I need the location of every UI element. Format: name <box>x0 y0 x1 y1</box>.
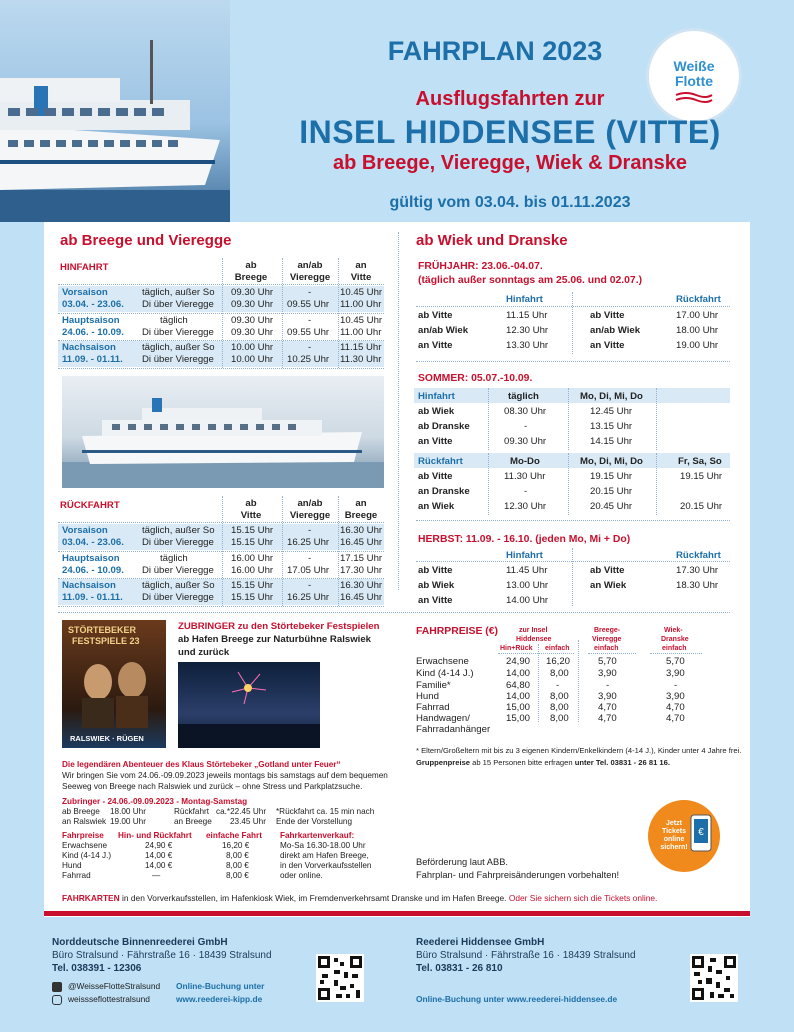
sommer-title: SOMMER: 05.07.-10.09. <box>418 373 533 384</box>
poster-subtitle: FESTSPIELE 23 <box>72 636 140 646</box>
season-dates: 03.04. - 23.06. <box>62 299 124 310</box>
page-subtitle: Ausflugsfahrten zur <box>415 88 605 110</box>
zub-prices-label: Fahrpreise <box>62 831 104 840</box>
time-cell: - <box>308 287 312 298</box>
facebook-handle[interactable]: @WeisseFlotteStralsund <box>68 981 161 991</box>
left-online-link[interactable]: www.reederei-kipp.de <box>176 994 263 1004</box>
left-online-label: Online-Buchung unter <box>176 981 265 991</box>
facebook-icon[interactable] <box>52 982 62 992</box>
instagram-handle[interactable]: weissseflottestralsund <box>68 994 150 1004</box>
time-cell: 09.30 Uhr <box>231 287 274 298</box>
badge-text: Jetzt Tickets online sichern! <box>660 820 688 851</box>
time-cell: 16.00 Uhr <box>231 565 274 576</box>
time-cell: 09.55 Uhr <box>287 327 330 338</box>
group-price-note: Gruppenpreise ab 15 Personen bitte erfragen unter Tel. 03831 - 26 81 16. <box>416 758 670 767</box>
zubringer-note: *Rückfahrt ca. 15 min nach Ende der Vorstellung <box>276 807 375 826</box>
row-note: täglich, außer So <box>142 287 215 298</box>
col-an-breege: an Breege <box>344 498 378 521</box>
col-ab-vitte: ab Vitte <box>240 498 262 521</box>
season-name: Vorsaison <box>62 525 108 536</box>
family-footnote: * Eltern/Großeltern mit bis zu 3 eigenen Kindern/Enkelkindern (4-14 J.), Kinder unter 4 Jahre frei. <box>416 746 742 755</box>
col-header-line2: Breege <box>234 272 268 283</box>
col-ab-breege <box>222 260 280 284</box>
time-cell: 10.45 Uhr <box>340 315 383 326</box>
main-destination-title: INSEL HIDDENSEE (VITTE) <box>299 114 721 150</box>
validity-period: gültig vom 03.04. bis 01.11.2023 <box>389 194 631 211</box>
rueckfahrt-label: RÜCKFAHRT <box>60 500 120 511</box>
abb-note: Beförderung laut ABB. <box>416 857 508 867</box>
svg-text:€: € <box>698 827 704 838</box>
time-cell: 15.15 Uhr <box>231 537 274 548</box>
season-dates: 24.06. - 10.09. <box>62 565 124 576</box>
time-cell: - <box>308 342 312 353</box>
column-divider <box>398 232 399 590</box>
fruehjahr-rueck-label: Rückfahrt <box>676 294 721 305</box>
season-dates: 11.09. - 01.11. <box>62 354 123 365</box>
time-cell: 09.30 Uhr <box>231 299 274 310</box>
ship-illustration <box>0 0 230 222</box>
sommer-hinfahrt-label: Hinfahrt <box>418 391 455 402</box>
herbst-rueck-label: Rückfahrt <box>676 550 721 561</box>
zubringer-heading: ZUBRINGER zu den Störtebeker Festspielen <box>178 621 380 632</box>
time-cell: 15.15 Uhr <box>231 525 274 536</box>
fruehjahr-title: FRÜHJAHR: 23.06.-04.07. <box>418 261 543 272</box>
season-dates: 11.09. - 01.11. <box>62 592 123 603</box>
row-note: täglich, außer So <box>142 580 215 591</box>
row-note: täglich, außer So <box>142 525 215 536</box>
season-name: Hauptsaison <box>62 315 120 326</box>
zubringer-heading-3: und zurück <box>178 647 230 658</box>
col-anab-vieregge: an/ab Vieregge <box>289 498 331 521</box>
ship-photo-top <box>0 0 230 222</box>
row-note: täglich <box>160 315 188 326</box>
time-cell: 16.45 Uhr <box>340 537 383 548</box>
time-cell: 15.15 Uhr <box>231 580 274 591</box>
red-divider <box>44 911 750 916</box>
herbst-hin-label: Hinfahrt <box>506 550 543 561</box>
smartphone-icon <box>690 814 712 854</box>
right-phone[interactable]: Tel. 03831 - 26 810 <box>416 963 503 974</box>
ship-photo-middle <box>62 376 384 488</box>
time-cell: 10.00 Uhr <box>231 354 274 365</box>
section-heading-wiek: ab Wiek und Dranske <box>416 232 568 249</box>
row-note: Di über Vieregge <box>142 299 214 310</box>
time-cell: 15.15 Uhr <box>231 592 274 603</box>
time-cell: 17.05 Uhr <box>287 565 330 576</box>
time-cell: 11.15 Uhr <box>340 342 382 353</box>
col-header-line1: ab <box>245 260 257 271</box>
time-cell: 10.25 Uhr <box>287 354 330 365</box>
time-cell: - <box>308 525 312 536</box>
time-cell: 17.15 Uhr <box>340 553 383 564</box>
online-tickets-badge[interactable] <box>648 800 720 872</box>
logo-text-line1: Weiße <box>673 58 715 74</box>
season-dates: 03.04. - 23.06. <box>62 537 124 548</box>
right-address: Büro Stralsund · Fährstraße 16 · 18439 Stralsund <box>416 950 636 961</box>
page-title: FAHRPLAN 2023 <box>387 36 603 66</box>
instagram-icon[interactable] <box>52 995 62 1005</box>
zubringer-heading-2: ab Hafen Breege zur Naturbühne Ralswiek <box>178 634 371 645</box>
row-note: Di über Vieregge <box>142 354 214 365</box>
row-note: täglich <box>160 553 188 564</box>
ticket-sales-title: Fahrkartenverkauf: <box>280 831 355 840</box>
info-text: Wir bringen Sie vom 24.06.-09.09.2023 jeweils montags bis samstags auf dem bequemen <box>62 771 388 780</box>
footer <box>0 920 794 1032</box>
fruehjahr-subtitle: (täglich außer sonntags am 25.06. und 02.07.) <box>418 275 643 286</box>
fruehjahr-hin-label: Hinfahrt <box>506 294 543 305</box>
hinfahrt-label: HINFAHRT <box>60 262 109 273</box>
time-cell: 16.00 Uhr <box>231 553 274 564</box>
time-cell: 17.30 Uhr <box>340 565 383 576</box>
sommer-rueckfahrt-label: Rückfahrt <box>418 456 463 467</box>
right-company: Reederei Hiddensee GmbH <box>416 937 545 948</box>
row-note: Di über Vieregge <box>142 592 214 603</box>
left-phone[interactable]: Tel. 038391 - 12306 <box>52 963 142 974</box>
header <box>0 0 794 222</box>
zubringer-title: Zubringer - 24.06.-09.09.2023 - Montag-Samstag <box>62 797 248 806</box>
col-an-vitte: an Vitte <box>350 260 372 283</box>
time-cell: 09.55 Uhr <box>287 299 330 310</box>
time-cell: 16.30 Uhr <box>340 580 383 591</box>
time-cell: - <box>308 553 312 564</box>
festival-poster <box>62 620 166 748</box>
season-dates: 24.06. - 10.09. <box>62 327 124 338</box>
time-cell: 09.30 Uhr <box>231 315 274 326</box>
tickets-line: FAHRKARTEN in den Vorverkaufsstellen, im Hafenkiosk Wiek, im Fremdenverkehrsamt Dranske und im Hafen Breege. Oder Sie sichern sich die Tickets online. <box>62 893 658 903</box>
poster-location: RALSWIEK · RÜGEN <box>70 734 144 743</box>
logo-text-line2: Flotte <box>674 73 714 89</box>
time-cell: 16.25 Uhr <box>287 537 330 548</box>
time-cell: 16.45 Uhr <box>340 592 383 603</box>
fireworks-illustration <box>178 662 320 748</box>
fp-col1-line1: zur Insel <box>519 627 548 634</box>
departure-ports: ab Breege, Vieregge, Wiek & Dranske <box>332 152 688 174</box>
row-note: Di über Vieregge <box>142 537 214 548</box>
time-cell: 09.30 Uhr <box>231 327 274 338</box>
section-heading-breege: ab Breege und Vieregge <box>60 232 232 249</box>
sommer-col-modo: Mo, Di, Mi, Do <box>580 391 643 402</box>
ship-illustration <box>62 376 384 488</box>
season-name: Hauptsaison <box>62 553 120 564</box>
legend-line: Die legendären Abenteuer des Klaus Störtebeker „Gotland unter Feuer“ <box>62 760 341 769</box>
time-cell: - <box>308 315 312 326</box>
time-cell: 16.25 Uhr <box>287 592 330 603</box>
qr-code-right[interactable] <box>690 954 738 1002</box>
season-name: Nachsaison <box>62 342 116 353</box>
time-cell: 16.30 Uhr <box>340 525 383 536</box>
left-address: Büro Stralsund · Fährstraße 16 · 18439 Stralsund <box>52 950 272 961</box>
right-online-link[interactable]: Online-Buchung unter www.reederei-hiddensee.de <box>416 994 618 1004</box>
left-company: Norddeutsche Binnenreederei GmbH <box>52 937 228 948</box>
qr-code-left[interactable] <box>316 954 364 1002</box>
changes-note: Fahrplan- und Fahrpreisänderungen vorbehalten! <box>416 870 620 880</box>
season-name: Vorsaison <box>62 287 108 298</box>
row-note: Di über Vieregge <box>142 565 214 576</box>
season-name: Nachsaison <box>62 580 116 591</box>
row-note: Di über Vieregge <box>142 327 214 338</box>
fahrpreise-title: FAHRPREISE (€) <box>416 626 498 637</box>
herbst-title: HERBST: 11.09. - 16.10. (jeden Mo, Mi + Do) <box>418 534 631 545</box>
time-cell: 11.30 Uhr <box>340 354 382 365</box>
fireworks-photo <box>178 662 320 748</box>
sommer-col-daily: täglich <box>508 391 539 402</box>
time-cell: 11.00 Uhr <box>340 327 382 338</box>
col-anab-vieregge: an/ab Vieregge <box>289 260 331 283</box>
time-cell: 11.00 Uhr <box>340 299 382 310</box>
poster-figures <box>62 620 166 748</box>
info-text: Seeweg von Breege nach Ralswiek und zurück – ohne Stress und Parkplatzsuche. <box>62 782 363 791</box>
row-note: täglich, außer So <box>142 342 215 353</box>
time-cell: - <box>308 580 312 591</box>
time-cell: 10.00 Uhr <box>231 342 274 353</box>
poster-title: STÖRTEBEKER <box>68 625 137 635</box>
time-cell: 10.45 Uhr <box>340 287 383 298</box>
